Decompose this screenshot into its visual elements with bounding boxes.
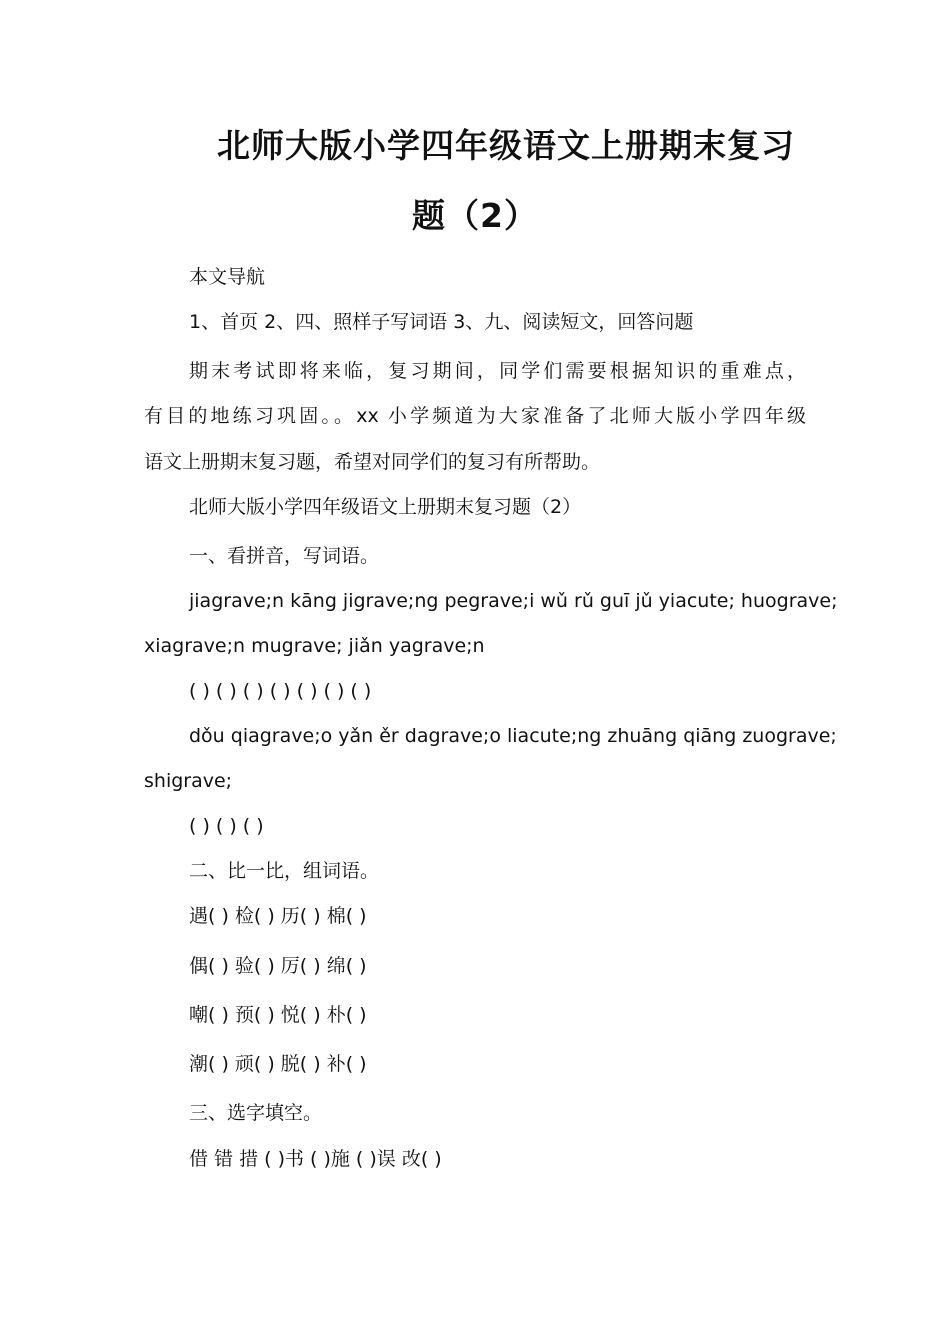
pinyin-line-2: xiagrave;n mugrave; jiǎn yagrave;n bbox=[144, 635, 485, 657]
answer-blanks-1: ( ) ( ) ( ) ( ) ( ) ( ) ( ) bbox=[189, 680, 372, 702]
compare-row-4: 潮( ) 顽( ) 脱( ) 补( ) bbox=[189, 1053, 367, 1075]
pinyin-line-4: shigrave; bbox=[144, 770, 233, 792]
subtitle: 北师大版小学四年级语文上册期末复习题（2） bbox=[189, 496, 582, 518]
intro-line-2: 有目的地练习巩固。。xx 小学频道为大家准备了北师大版小学四年级 bbox=[144, 405, 806, 427]
intro-line-1: 期末考试即将来临，复习期间，同学们需要根据知识的重难点， bbox=[189, 360, 806, 382]
pinyin-line-1: jiagrave;n kāng jigrave;ng pegrave;i wǔ rǔ guī jǔ yiacute; huograve; bbox=[189, 590, 838, 612]
nav-items: 1、首页 2、四、照样子写词语 3、九、阅读短文，回答问题 bbox=[189, 311, 694, 333]
document-title-line-1: 北师大版小学四年级语文上册期末复习 bbox=[217, 126, 795, 165]
nav-heading: 本文导航 bbox=[189, 266, 266, 288]
section-3-heading: 三、选字填空。 bbox=[189, 1102, 323, 1124]
pinyin-line-3: dǒu qiagrave;o yǎn ěr dagrave;o liacute;ng zhuāng qiāng zuograve; bbox=[189, 725, 837, 747]
answer-blanks-2: ( ) ( ) ( ) bbox=[189, 815, 264, 837]
compare-row-2: 偶( ) 验( ) 厉( ) 绵( ) bbox=[189, 955, 367, 977]
intro-line-3: 语文上册期末复习题，希望对同学们的复习有所帮助。 bbox=[144, 451, 601, 473]
section-2-heading: 二、比一比，组词语。 bbox=[189, 860, 380, 882]
document-title-line-2: 题（2） bbox=[412, 196, 538, 235]
section-1-heading: 一、看拼音，写词语。 bbox=[189, 545, 380, 567]
fill-in-row-1: 借 错 措 ( )书 ( )施 ( )误 改( ) bbox=[189, 1148, 442, 1170]
compare-row-3: 嘲( ) 预( ) 悦( ) 朴( ) bbox=[189, 1004, 367, 1026]
compare-row-1: 遇( ) 检( ) 历( ) 棉( ) bbox=[189, 905, 367, 927]
